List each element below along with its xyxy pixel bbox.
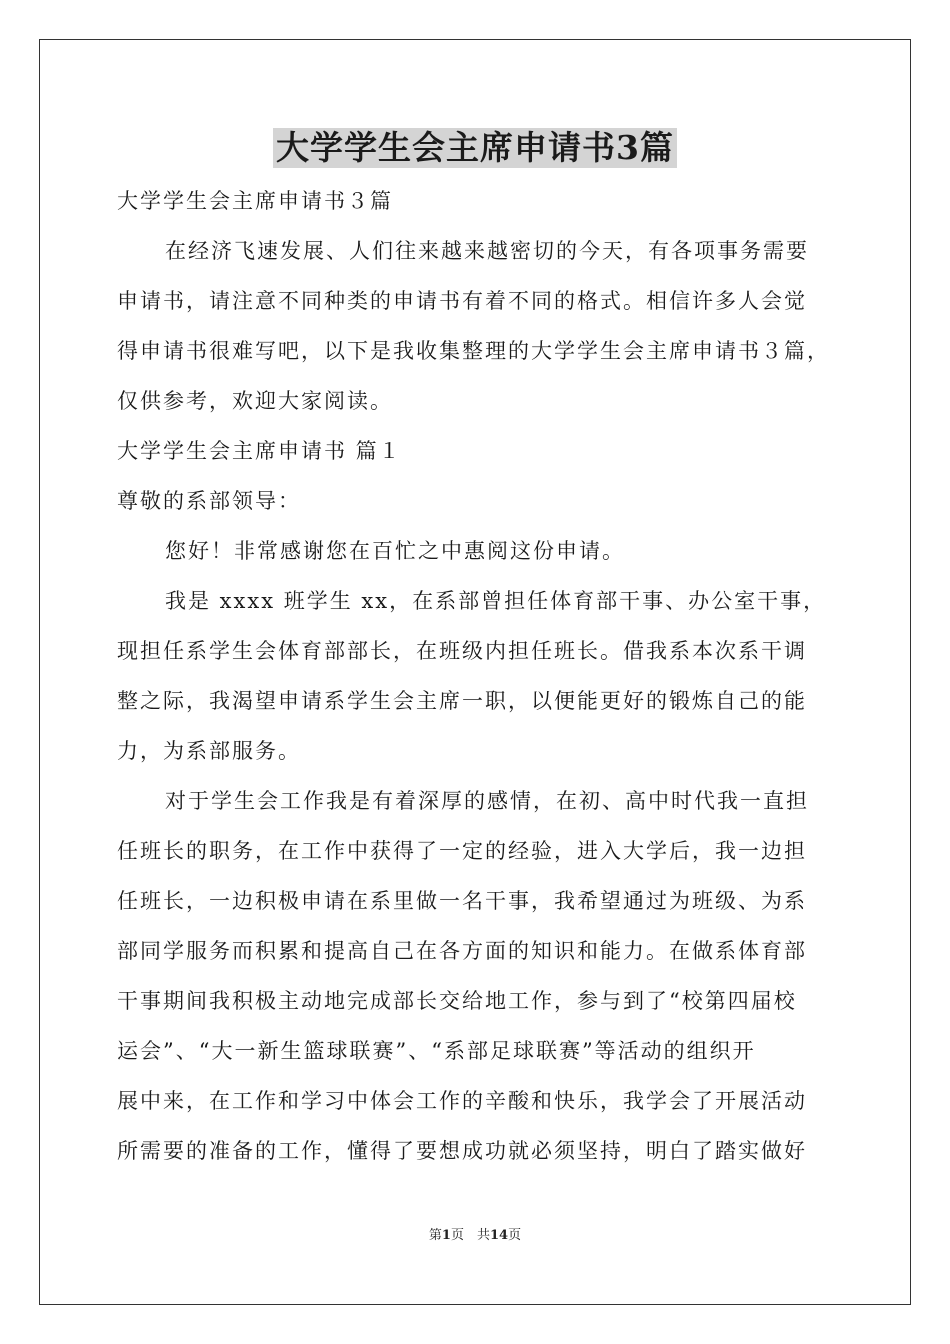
body-line: 展中来，在工作和学习中体会工作的辛酸和快乐，我学会了开展活动 — [117, 1089, 807, 1113]
page-number: 1 — [441, 1228, 451, 1243]
body-line: 大学学生会主席申请书３篇 — [117, 189, 393, 213]
body-line: 对于学生会工作我是有着深厚的感情，在初、高中时代我一直担 — [165, 789, 809, 813]
salutation: 尊敬的系部领导： — [117, 489, 301, 513]
document-title: 大学学生会主席申请书3篇 — [273, 128, 677, 168]
footer-prefix: 第 — [428, 1228, 442, 1243]
body-line: 我是 xxxx 班学生 xx，在系部曾担任体育部干事、办公室干事， — [165, 589, 827, 613]
body-line: 力，为系部服务。 — [117, 739, 301, 763]
body-line: 您好！非常感谢您在百忙之中惠阅这份申请。 — [165, 539, 625, 563]
body-line: 现担任系学生会体育部部长，在班级内担任班长。借我系本次系干调 — [117, 639, 807, 663]
page-footer — [0, 1224, 950, 1243]
title-wrap — [0, 128, 950, 168]
section-heading: 大学学生会主席申请书 篇１ — [117, 439, 402, 463]
body-line: 干事期间我积极主动地完成部长交给地工作，参与到了“校第四届校 — [117, 989, 797, 1013]
body-line: 运会”、“大一新生篮球联赛”、“系部足球联赛”等活动的组织开 — [117, 1039, 756, 1063]
body-line: 得申请书很难写吧，以下是我收集整理的大学学生会主席申请书３篇， — [117, 339, 830, 363]
body-line: 在经济飞速发展、人们往来越来越密切的今天，有各项事务需要 — [165, 239, 809, 263]
body-line: 部同学服务而积累和提高自己在各方面的知识和能力。在做系体育部 — [117, 939, 807, 963]
document-body — [117, 176, 833, 1176]
body-line: 任班长的职务，在工作中获得了一定的经验，进入大学后，我一边担 — [117, 839, 807, 863]
footer-mid: 页 共 — [450, 1228, 490, 1243]
footer-suffix: 页 — [508, 1228, 522, 1243]
body-line: 任班长，一边积极申请在系里做一名干事，我希望通过为班级、为系 — [117, 889, 807, 913]
body-line: 所需要的准备的工作，懂得了要想成功就必须坚持，明白了踏实做好 — [117, 1139, 807, 1163]
body-line: 整之际，我渴望申请系学生会主席一职，以便能更好的锻炼自己的能 — [117, 689, 807, 713]
body-line: 申请书，请注意不同种类的申请书有着不同的格式。相信许多人会觉 — [117, 289, 807, 313]
body-line: 仅供参考，欢迎大家阅读。 — [117, 389, 393, 413]
total-pages: 14 — [489, 1228, 509, 1243]
